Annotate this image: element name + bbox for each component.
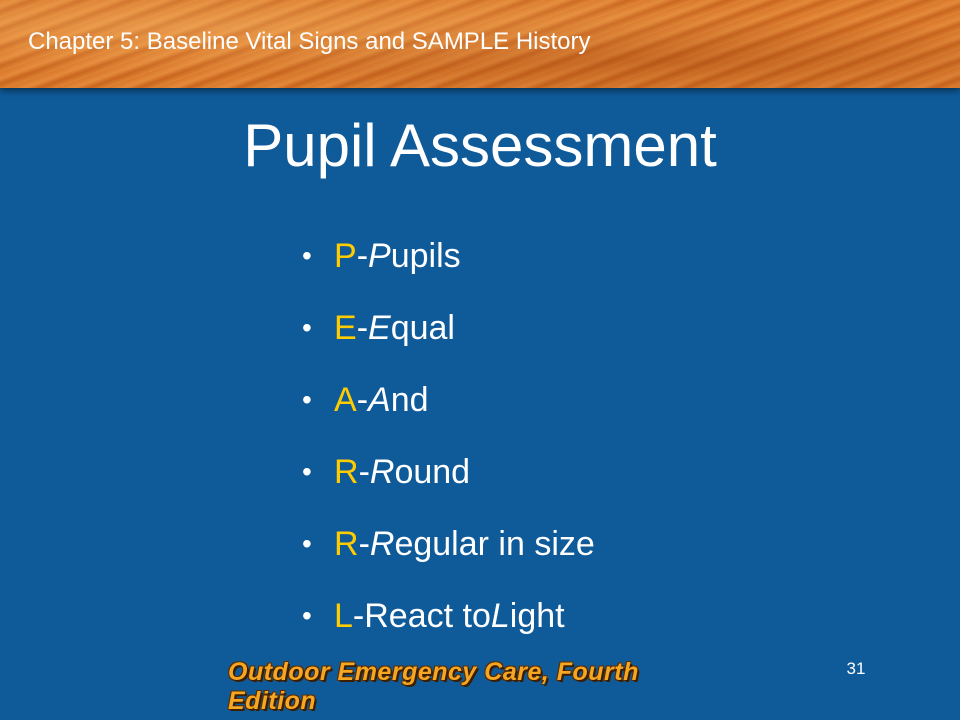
bullet-dot-icon: •	[302, 240, 312, 271]
bullet-separator: -	[356, 381, 369, 419]
bullet-word-initial: L	[490, 597, 510, 635]
bullet-item	[302, 220, 595, 292]
bullet-letter: E	[334, 309, 357, 347]
bullet-separator: -	[352, 597, 365, 635]
bullet-prefix: React to	[364, 597, 491, 635]
chapter-header-band	[0, 0, 960, 88]
bullet-word-rest: upils	[390, 237, 461, 275]
bullet-dot-icon: •	[302, 456, 312, 487]
bullet-separator: -	[358, 525, 370, 563]
page-number: 31	[846, 659, 866, 678]
bullet-letter: P	[334, 237, 357, 275]
book-title-logo: Outdoor Emergency Care, Fourth Edition	[228, 658, 639, 715]
bullet-dot-icon: •	[302, 312, 312, 343]
bullet-item	[302, 436, 595, 508]
bullet-item	[302, 364, 595, 436]
bullet-separator: -	[358, 453, 370, 491]
bullet-word-initial: R	[369, 525, 395, 563]
bullet-word-rest: qual	[390, 309, 455, 347]
bullet-letter: L	[334, 597, 353, 635]
bullet-dot-icon: •	[302, 600, 312, 631]
bullet-separator: -	[356, 237, 369, 275]
bullet-word-rest: ound	[394, 453, 471, 491]
bullet-word-rest: egular in size	[394, 525, 595, 563]
bullet-separator: -	[356, 309, 369, 347]
bullet-word-initial: E	[368, 309, 391, 347]
bullet-letter: A	[334, 381, 357, 419]
bullet-item	[302, 508, 595, 580]
bullet-dot-icon: •	[302, 528, 312, 559]
bullet-list	[302, 220, 595, 652]
bullet-item	[302, 580, 595, 652]
bullet-word-initial: A	[368, 381, 391, 419]
bullet-letter: R	[334, 453, 359, 491]
bullet-letter: R	[334, 525, 359, 563]
bullet-word-rest: ight	[509, 597, 565, 635]
slide-title: Pupil Assessment	[243, 112, 717, 179]
bullet-word-rest: nd	[390, 381, 429, 419]
bullet-item	[302, 292, 595, 364]
bullet-dot-icon: •	[302, 384, 312, 415]
bullet-word-initial: R	[369, 453, 395, 491]
bullet-word-initial: P	[368, 237, 391, 275]
chapter-title: Chapter 5: Baseline Vital Signs and SAMPLE History	[28, 28, 591, 55]
